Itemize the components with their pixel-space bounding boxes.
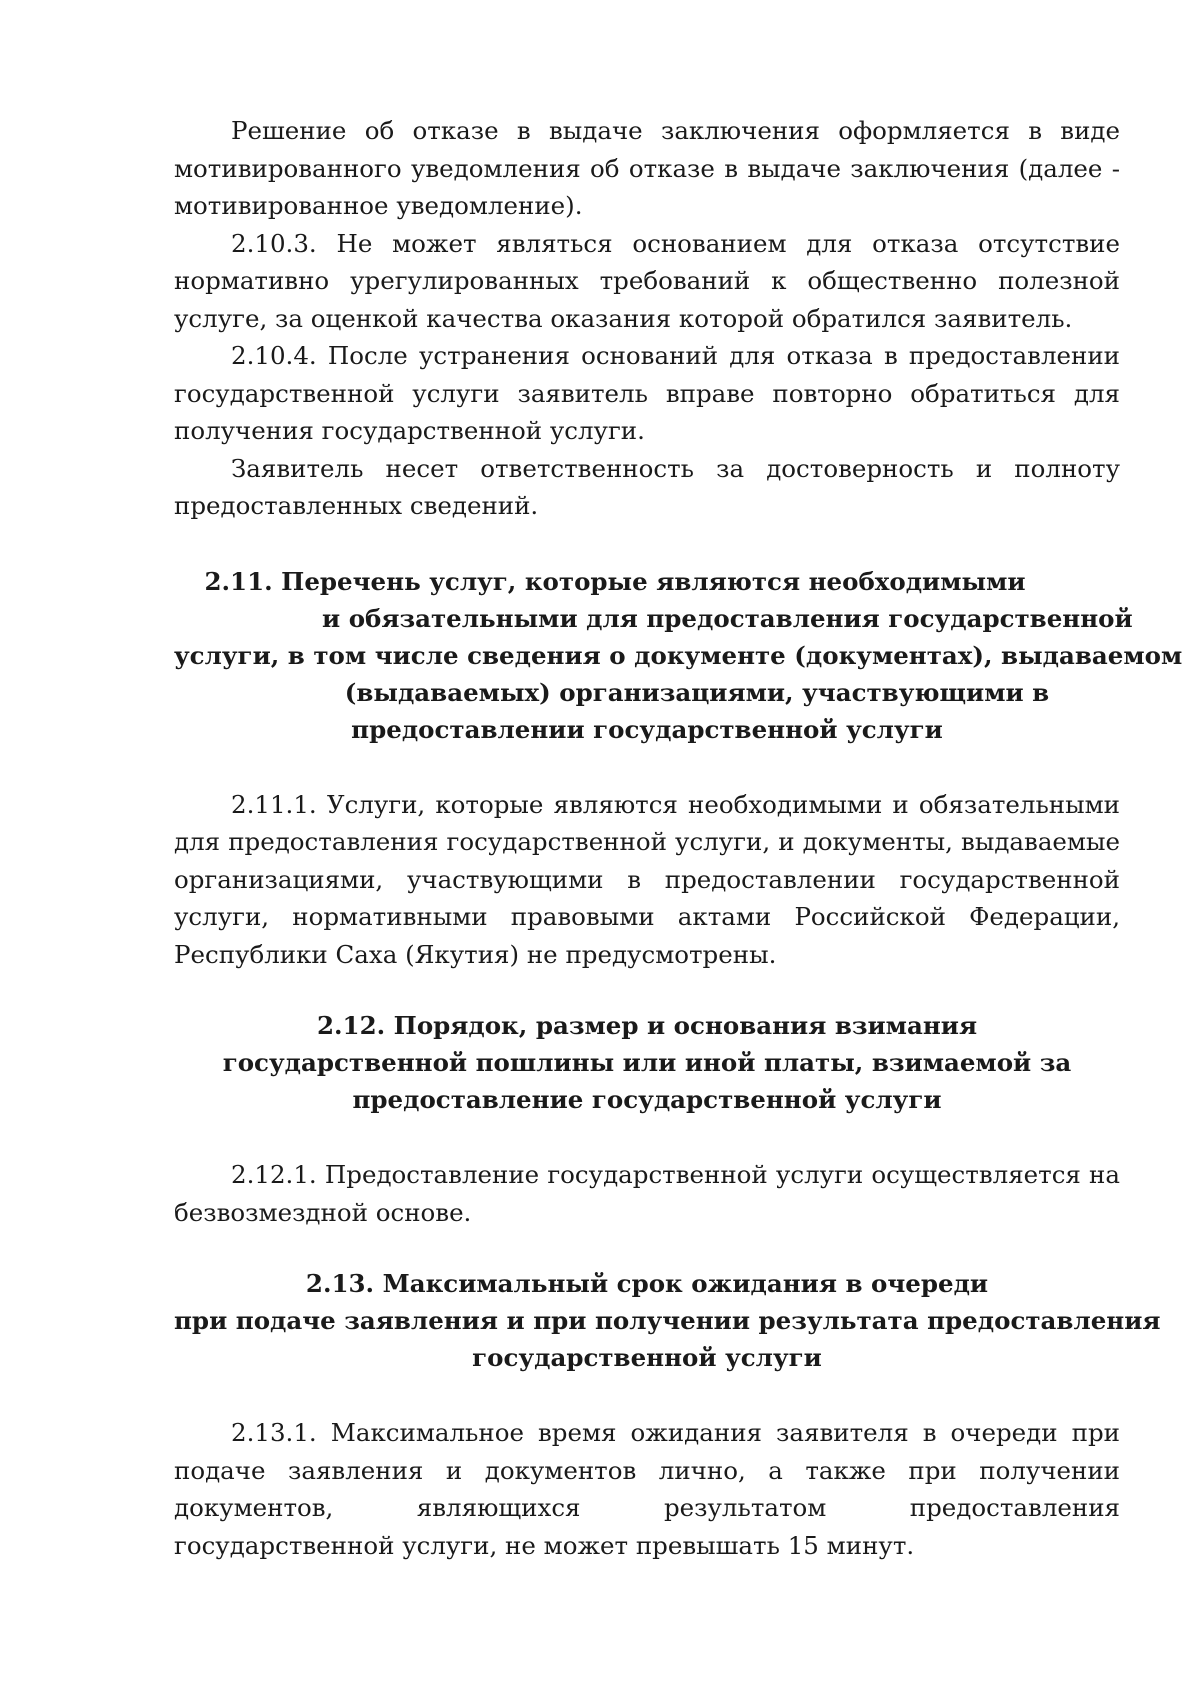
heading-2-11 [174,563,1183,748]
paragraph-refusal-decision: Решение об отказе в выдаче заключения оформляется в виде мотивированного уведомления об отказе в выдаче заключения (далее - мотивированное уведомление). [174,116,1120,220]
paragraph-2-13-1: 2.13.1. Максимальное время ожидания заявителя в очереди при подаче заявления и документов лично, а также при получении документов, являющихся результатом предоставления государственной услуги, не может превышать 15 минут. [174,1418,1120,1560]
document-page [174,112,1183,1564]
heading-2-12-line-1: 2.12. Порядок, размер и основания взимания [316,1011,978,1040]
paragraph-2-10-4: 2.10.4. После устранения оснований для отказа в предоставлении государственной услуги заявитель вправе повторно обратиться для получения государственной услуги. [174,341,1120,445]
heading-2-12-line-3: предоставление государственной услуги [352,1085,942,1114]
heading-2-11-line-3: услуги, в том числе сведения о документе (документах), выдаваемом [174,640,1183,670]
heading-2-11-line-1: 2.11. Перечень услуг, которые являются необходимыми [204,566,1026,596]
heading-2-12 [174,1007,1120,1118]
heading-2-12-line-2: государственной пошлины или иной платы, взимаемой за [222,1048,1072,1077]
heading-2-11-line-5: предоставлении государственной услуги [351,714,943,744]
heading-2-11-line-4: (выдаваемых) организациями, участвующими в [344,677,1050,707]
paragraph-2-11-1: 2.11.1. Услуги, которые являются необходимыми и обязательными для предоставления государственной услуги, и документы, выдаваемые организациями, участвующими в предоставлении государственной услуги, нормативными правовыми актами Российской Федерации, Республики Саха (Якутия) не предусмотрены. [174,789,1120,969]
heading-2-11-line-2: и обязательными для предоставления государственной [322,603,1133,633]
paragraph-2-12-1: 2.12.1. Предоставление государственной услуги осуществляется на безвозмездной основе. [174,1160,1120,1227]
paragraph-2-10-3: 2.10.3. Не может являться основанием для отказа отсутствие нормативно урегулированных требований к общественно полезной услуге, за оценкой качества оказания которой обратился заявитель. [174,228,1120,333]
paragraph-applicant-responsibility: Заявитель несет ответственность за достоверность и полноту предоставленных сведений. [174,453,1120,520]
heading-2-13-line-2: при подаче заявления и при получении результата предоставления [174,1306,1161,1335]
heading-2-13-line-1: 2.13. Максимальный срок ожидания в очереди [305,1269,989,1298]
heading-2-13-line-3: государственной услуги [472,1343,822,1372]
heading-2-13 [174,1265,1161,1376]
